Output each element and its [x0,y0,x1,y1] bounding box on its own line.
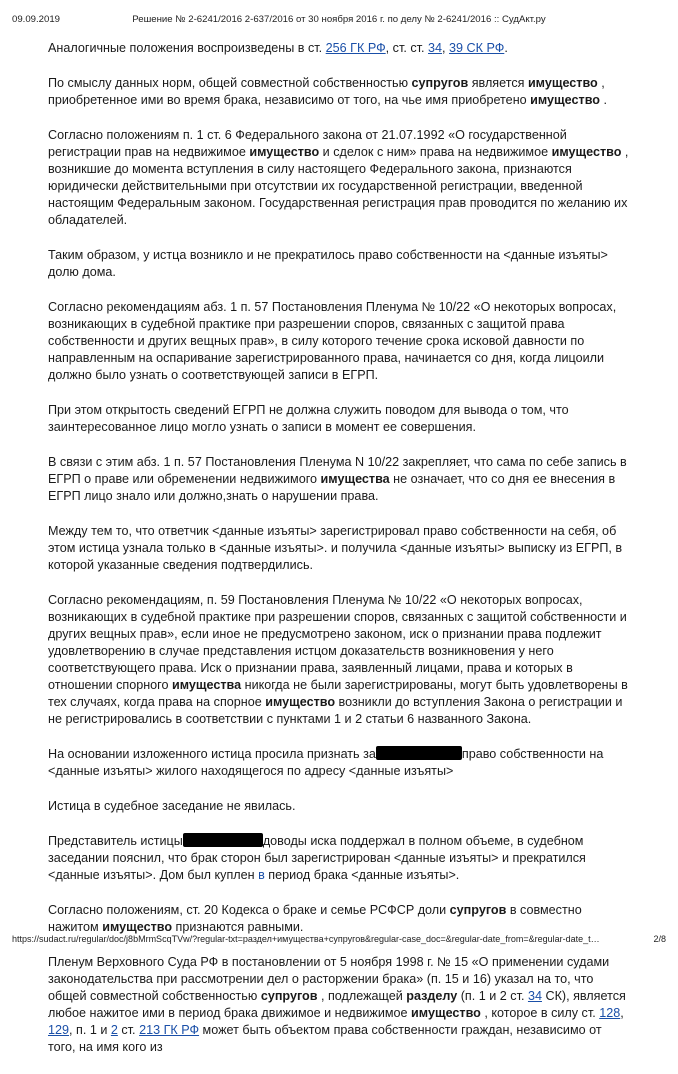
page-header [12,14,666,28]
document-title: Решение № 2-6241/2016 2-637/2016 от 30 ноября 2016 г. по делу № 2-6241/2016 :: СудАкт.ру [132,14,546,25]
page-number: 2/8 [653,934,666,944]
paragraph-8: Между тем то, что ответчик <данные изъяты> зарегистрировал право собственности на себя, об этом истица узнала только в <данные изъяты>. и получила <данные изъяты> выписку из ЕГРП, в которой указанные сведения подтвердились. [48,524,623,572]
paragraph-1: Аналогичные положения воспроизведены в ст. 256 ГК РФ, ст. ст. 34, 39 СК РФ. [48,41,508,55]
paragraph-13: Согласно положениям, ст. 20 Кодекса о браке и семье РСФСР доли супругов в совместно нажитом имущество признаются равными. [48,903,582,934]
link-2[interactable]: 2 [110,1023,118,1037]
paragraph-12: Представитель истицы доводы иска поддержал в полном объеме, в судебном заседании пояснил, что брак сторон был зарегистрирован <данные изъяты> и прекратился <данные изъяты>. Дом был куплен в период брака <данные изъяты>. [48,834,586,882]
link-213-gk-rf[interactable]: 213 ГК РФ [139,1023,200,1037]
source-url: https://sudact.ru/regular/doc/j8bMrmScqTVw/?regular-txt=раздел+имущества+супругов&regular-case_doc=&regular-date_from=&regular-date_t… [12,934,600,944]
link-128[interactable]: 128 [599,1006,621,1020]
link-129[interactable]: 129 [48,1023,70,1037]
paragraph-5: Согласно рекомендациям абз. 1 п. 57 Постановления Пленума № 10/22 «О некоторых вопросах, возникающих в судебной практике при разрешении споров, связанных с защитой права собственности и других вещных прав», в силу которого течение срока исковой давности по направленным на оспаривание зарегистрированного права, начинается со дня, когда лицоили должно было узнать о соответствующей записи в ЕГРП. [48,300,617,382]
paragraph-11: Истица в судебное заседание не явилась. [48,799,296,813]
paragraph-10: На основании изложенного истица просила признать за право собственности на <данные изъяты> жилого находящегося по адресу <данные изъяты> [48,747,604,778]
link-v[interactable]: в [258,868,265,882]
link-256-gk-rf[interactable]: 256 ГК РФ [325,41,386,55]
paragraph-14: Пленум Верховного Суда РФ в постановлении от 5 ноября 1998 г. № 15 «О применении судами законодательства при рассмотрении дел о расторжении брака» (п. 15 и 16) указал на то, что общей совместной собственностью супругов , подлежащей разделу (п. 1 и 2 ст. 34 СК), является любое нажитое ими в период брака движимое и недвижимое имущество , которое в силу ст. 128, 129, п. 1 и 2 ст. 213 ГК РФ может быть объектом права собственности граждан, независимо от того, на имя кого из [48,955,626,1054]
paragraph-9: Согласно рекомендациям, п. 59 Постановления Пленума № 10/22 «О некоторых вопросах, возникающих в судебной практике при разрешении споров, связанных с защитой собственности и других вещных прав», если иное не предусмотрено законом, иск о признании права подлежит удовлетворению в случае представления истцом доказательств возникновения у него соответствующего права. Иск о признании права, заявленный лицами, права и которых в отношении спорного имущества никогда не были зарегистрированы, могут быть удовлетворены в тех случаях, когда права на спорное имущество возникли до вступления Закона о регистрации и не регистрировались в соответствии с пунктами 1 и 2 статьи 6 названного Закона. [48,593,628,726]
paragraph-4: Таким образом, у истца возникло и не прекратилось право собственности на <данные изъяты> долю дома. [48,248,608,279]
link-39-sk-rf[interactable]: 39 СК РФ [449,41,505,55]
print-date: 09.09.2019 [12,14,61,25]
paragraph-7: В связи с этим абз. 1 п. 57 Постановления Пленума N 10/22 закрепляет, что сама по себе запись в ЕГРП о праве или обременении недвижимого имущества не означает, что со дня ее внесения в ЕГРП лицо знало или должно,знать о нарушении права. [48,455,627,503]
paragraph-3: Согласно положениям п. 1 ст. 6 Федерального закона от 21.07.1992 «О государственной регистрации прав на недвижимое имущество и сделок с ним» права на недвижимое имущество , возникшие до момента вступления в силу настоящего Федерального закона, признаются юридически действительными при отсутствии их государственной регистрации, введенной настоящим Федеральным законом. Государственная регистрация прав проводится по желанию их обладателей. [48,128,629,227]
redaction-block [376,746,462,760]
paragraph-6: При этом открытость сведений ЕГРП не должна служить поводом для вывода о том, что заинтересованное лицо могло узнать о записи в момент ее совершения. [48,403,569,434]
redaction-block [183,833,263,847]
link-34[interactable]: 34 [428,41,443,55]
page-footer [12,934,666,948]
paragraph-2: По смыслу данных норм, общей совместной собственностью супругов является имущество , приобретенное ими во время брака, независимо от того, на чье имя приобретено имущество . [48,76,607,107]
document-body [48,40,632,1074]
link-34-sk[interactable]: 34 [527,989,542,1003]
